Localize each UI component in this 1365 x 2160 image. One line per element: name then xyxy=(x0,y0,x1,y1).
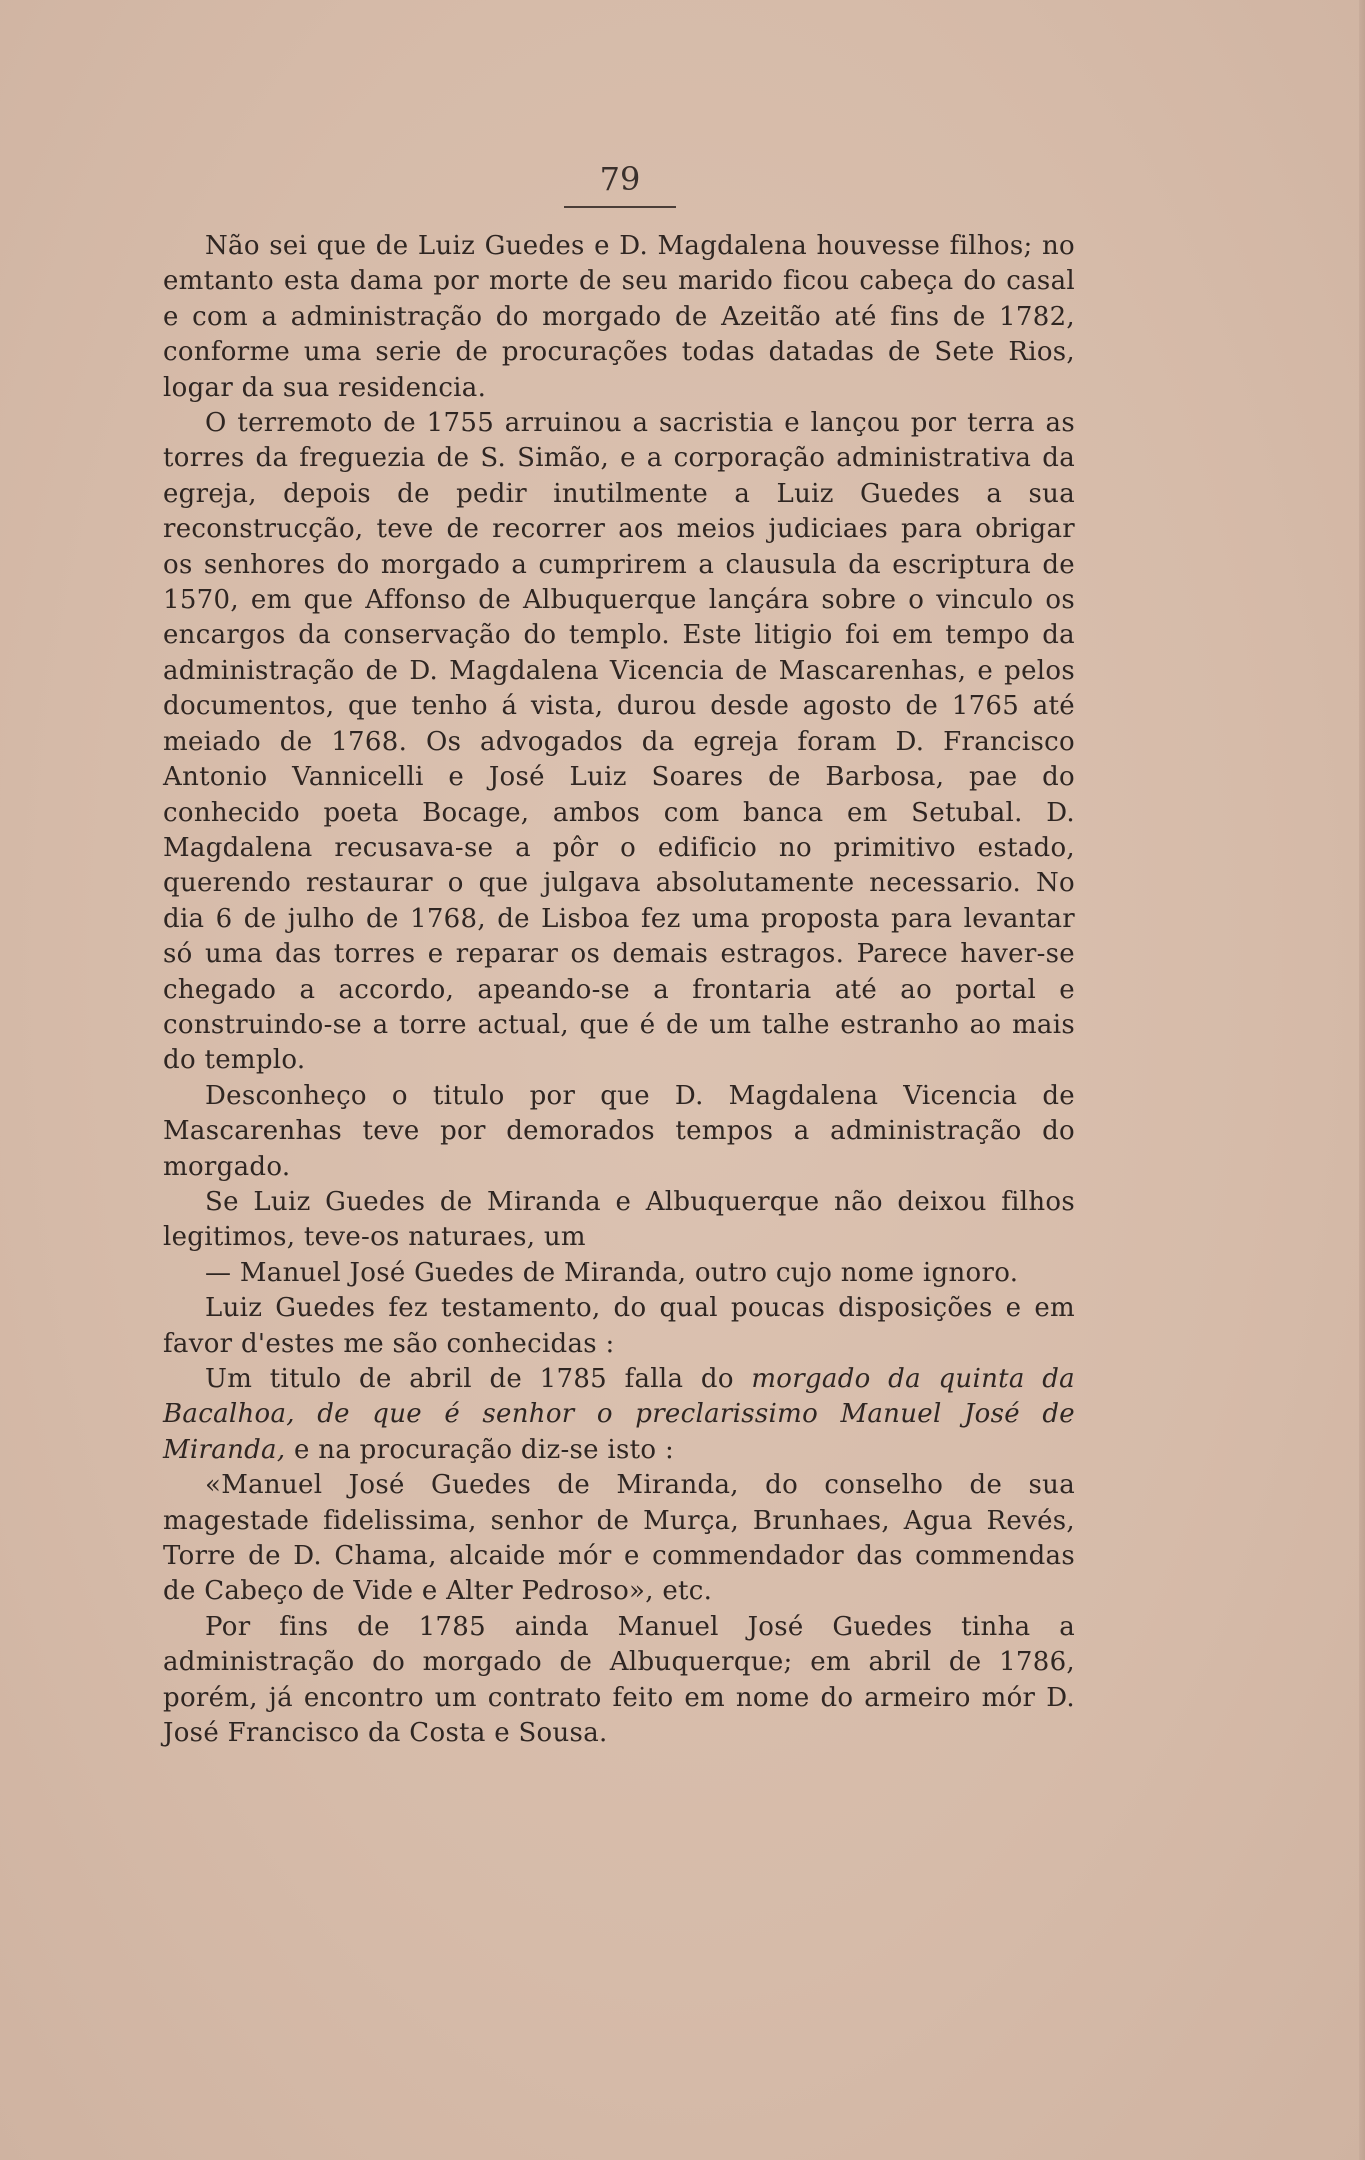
paragraph: «Manuel José Guedes de Miranda, do conselho de sua magestade fidelissima, senhor de Murça, Brunhaes, Agua Revés, Torre de D. Chama, alcaide mór e commendador das commendas de Cabeço de Vide e Alter Pedroso», etc. xyxy=(163,1470,1075,1607)
page-number-rule xyxy=(564,206,676,208)
paragraph: Desconheço o titulo por que D. Magdalena Vicencia de Mascarenhas teve por demorados tempos a administração do morgado. xyxy=(163,1080,1075,1182)
paragraph: — Manuel José Guedes de Miranda, outro cujo nome ignoro. xyxy=(205,1257,1019,1288)
body-text xyxy=(163,229,1075,1751)
paragraph: Se Luiz Guedes de Miranda e Albuquerque não deixou filhos legitimos, teve-os naturaes, um xyxy=(163,1186,1075,1253)
page-edge xyxy=(1359,0,1365,2160)
paragraph: O terremoto de 1755 arruinou a sacristia e lançou por terra as torres da freguezia de S. Simão, e a corporação administrativa da egreja, depois de pedir inutilmente a Luiz Guedes a sua reconstrucção, teve de recorrer aos meios judiciaes para obrigar os senhores do morgado a cumprirem a clausula da escriptura de 1570, em que Affonso de Albuquerque lançára sobre o vinculo os encargos da conservação do templo. Este litigio foi em tempo da administração de D. Magdalena Vicencia de Mascarenhas, e pelos documentos, que tenho á vista, durou desde agosto de 1765 até meiado de 1768. Os advogados da egreja foram D. Francisco Antonio Vannicelli e José Luiz Soares de Barbosa, pae do conhecido poeta Bocage, ambos com banca em Setubal. D. Magdalena recusava-se a pôr o edificio no primitivo estado, querendo restaurar o que julgava absolutamente necessario. No dia 6 de julho de 1768, de Lisboa fez uma proposta para levantar só uma das torres e reparar os demais estragos. Parece haver-se chegado a accordo, apeando-se a frontaria até ao portal e construindo-se a torre actual, que é de um talhe estranho ao mais do templo. xyxy=(163,408,1075,1076)
page-number: 79 xyxy=(599,160,641,198)
paragraph: Por fins de 1785 ainda Manuel José Guedes tinha a administração do morgado de Albuquerque; em abril de 1786, porém, já encontro um contrato feito em nome do armeiro mór D. José Francisco da Costa e Sousa. xyxy=(163,1611,1075,1749)
paragraph-text: e na procuração diz-se isto : xyxy=(285,1434,675,1465)
paragraph: Não sei que de Luiz Guedes e D. Magdalena houvesse filhos; no emtanto esta dama por morte de seu marido ficou cabeça do casal e com a administração do morgado de Azeitão até fins de 1782, conforme uma serie de procurações todas datadas de Sete Rios, logar da sua residencia. xyxy=(163,231,1075,403)
paragraph-text: Um titulo de abril de 1785 falla do xyxy=(205,1364,752,1394)
paragraph: Luiz Guedes fez testamento, do qual poucas disposições e em favor d'estes me são conhecidas : xyxy=(163,1293,1075,1359)
paragraph xyxy=(163,1362,1075,1468)
italic-quote: morgado da quinta da Bacalhoa, de que é senhor o preclarissimo Manuel José de Miranda, xyxy=(163,1364,1075,1465)
